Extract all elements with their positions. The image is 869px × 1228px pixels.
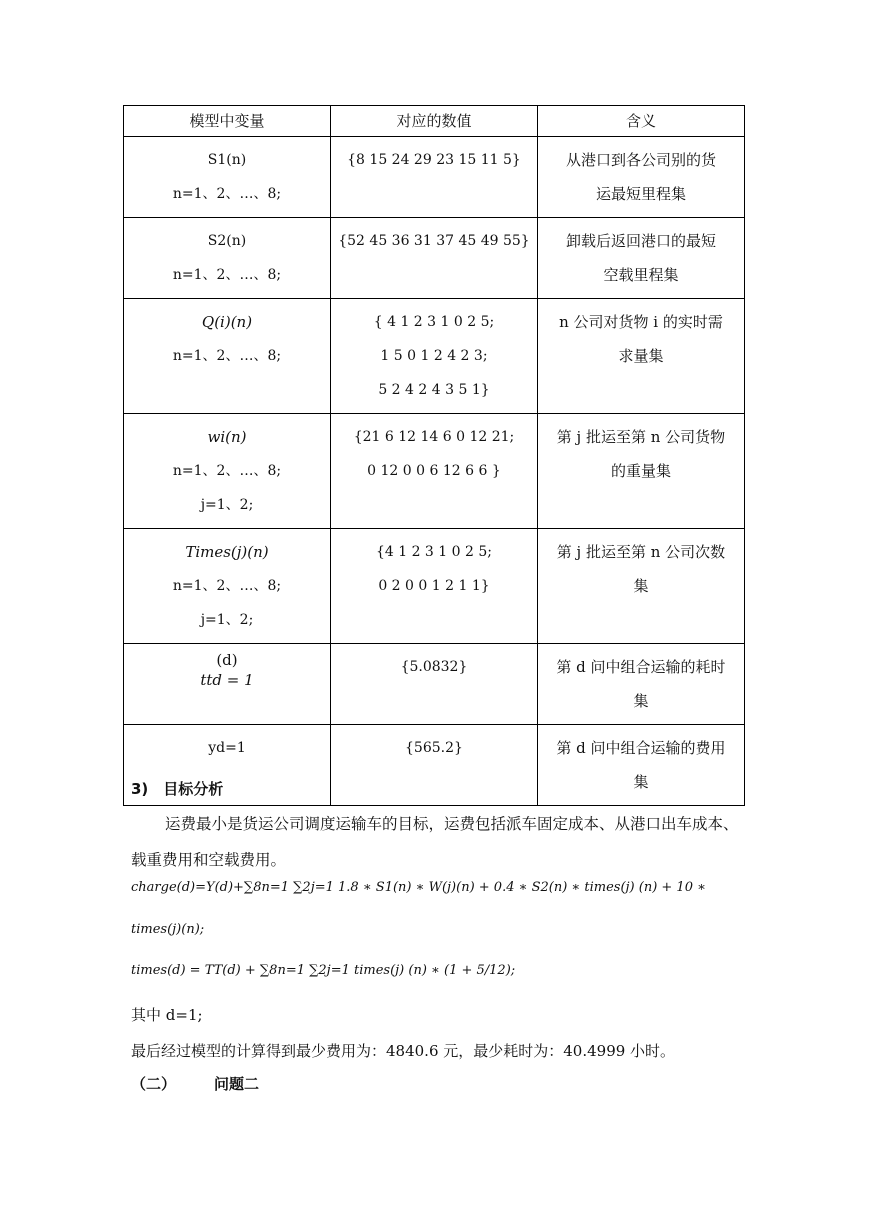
charge-equation: charge(d)=Y(d)+∑8n=1 ∑2j=1 1.8 ∗ S1(n) ∗ W(j)(n) + 0.4 ∗ S2(n) ∗ times(j) (n) + 10 ∗ — [131, 880, 706, 895]
value-cell — [330, 644, 537, 725]
value-cell — [330, 725, 537, 806]
meaning-cell — [537, 218, 744, 299]
value-line: {21 6 12 14 6 0 12 21; — [353, 429, 515, 445]
meaning-cell — [537, 414, 744, 529]
meaning-line: 第 j 批运至第 n 公司货物 — [556, 428, 726, 446]
meaning-cell — [537, 644, 744, 725]
variable-symbol: yd=1 — [208, 740, 246, 756]
times-equation: times(d) = TT(d) + ∑8n=1 ∑2j=1 times(j) (n) ∗ (1 + 5/12); — [131, 963, 516, 978]
header-variable: 模型中变量 — [124, 106, 331, 137]
value-cell — [330, 414, 537, 529]
meaning-line: 集 — [633, 692, 649, 710]
section-heading-objective: 3) 目标分析 — [131, 780, 224, 798]
value-cell — [330, 299, 537, 414]
meaning-line: 运最短里程集 — [595, 185, 686, 203]
variable-range: n=1、2、…、8; — [172, 186, 282, 202]
variable-range: n=1、2、…、8; — [172, 348, 282, 364]
value-line: 0 2 0 0 1 2 1 1} — [378, 578, 490, 594]
section-heading-problem2 — [131, 1073, 297, 1094]
value-line: { 4 1 2 3 1 0 2 5; — [373, 314, 495, 330]
header-meaning: 含义 — [537, 106, 744, 137]
meaning-line: 第 d 问中组合运输的耗时 — [556, 658, 726, 676]
meaning-cell — [537, 299, 744, 414]
table-row — [124, 137, 745, 218]
variable-range: n=1、2、…、8; — [172, 578, 282, 594]
meaning-line: 集 — [633, 577, 649, 595]
value-line: 1 5 0 1 2 4 2 3; — [380, 348, 488, 364]
meaning-line: 求量集 — [618, 347, 664, 365]
value-line: 0 12 0 0 6 12 6 6 } — [367, 463, 501, 479]
value-line: {565.2} — [405, 740, 463, 756]
objective-paragraph: 运费最小是货运公司调度运输车的目标，运费包括派车固定成本、从港口出车成本、载重费用和空载费用。 — [131, 815, 739, 869]
value-cell — [330, 218, 537, 299]
table-row — [124, 644, 745, 725]
table-row — [124, 299, 745, 414]
variable-symbol: wi(n) — [207, 428, 247, 446]
meaning-line: n 公司对货物 i 的实时需 — [559, 313, 723, 331]
value-line: 5 2 4 2 4 3 5 1} — [378, 382, 490, 398]
section-title: 问题二 — [214, 1075, 260, 1093]
value-line: {52 45 36 31 37 45 49 55} — [338, 233, 530, 249]
value-cell — [330, 529, 537, 644]
value-line: {8 15 24 29 23 15 11 5} — [347, 152, 521, 168]
variable-cell — [124, 299, 331, 414]
table-row — [124, 529, 745, 644]
result-note: 最后经过模型的计算得到最少费用为：4840.6 元，最少耗时为：40.4999 小时。 — [131, 1042, 676, 1060]
variable-cell — [124, 137, 331, 218]
meaning-cell — [537, 529, 744, 644]
table-row — [124, 218, 745, 299]
value-line: {4 1 2 3 1 0 2 5; — [375, 544, 492, 560]
variable-symbol: (d) — [216, 651, 238, 669]
table-header-row — [124, 106, 745, 137]
variable-cell — [124, 218, 331, 299]
meaning-line: 卸载后返回港口的最短 — [565, 232, 716, 250]
variable-cell — [124, 529, 331, 644]
value-line: {5.0832} — [400, 659, 468, 675]
condition-note: 其中 d=1; — [131, 1006, 203, 1024]
meaning-cell — [537, 725, 744, 806]
variables-table — [123, 105, 745, 806]
meaning-cell — [537, 137, 744, 218]
variable-cell — [124, 414, 331, 529]
value-cell — [330, 137, 537, 218]
charge-equation-continued: times(j)(n); — [131, 922, 205, 937]
variable-cell — [124, 644, 331, 725]
meaning-line: 的重量集 — [610, 462, 671, 480]
variable-symbol: S2(n) — [207, 233, 247, 249]
variable-expression: ttd = 1 — [200, 671, 254, 689]
section-number: （二） — [131, 1075, 177, 1093]
table-row — [124, 414, 745, 529]
variable-symbol: S1(n) — [207, 152, 247, 168]
variable-range: n=1、2、…、8; — [172, 267, 282, 283]
meaning-line: 第 d 问中组合运输的费用 — [556, 739, 726, 757]
meaning-line: 从港口到各公司别的货 — [565, 151, 716, 169]
meaning-line: 集 — [633, 773, 649, 791]
meaning-line: 第 j 批运至第 n 公司次数 — [556, 543, 726, 561]
header-value: 对应的数值 — [330, 106, 537, 137]
variable-range: j=1、2; — [200, 497, 254, 513]
variable-range: n=1、2、…、8; — [172, 463, 282, 479]
variable-symbol: Q(i)(n) — [201, 313, 253, 331]
variable-symbol: Times(j)(n) — [185, 543, 269, 561]
meaning-line: 空载里程集 — [603, 266, 679, 284]
variable-range: j=1、2; — [200, 612, 254, 628]
